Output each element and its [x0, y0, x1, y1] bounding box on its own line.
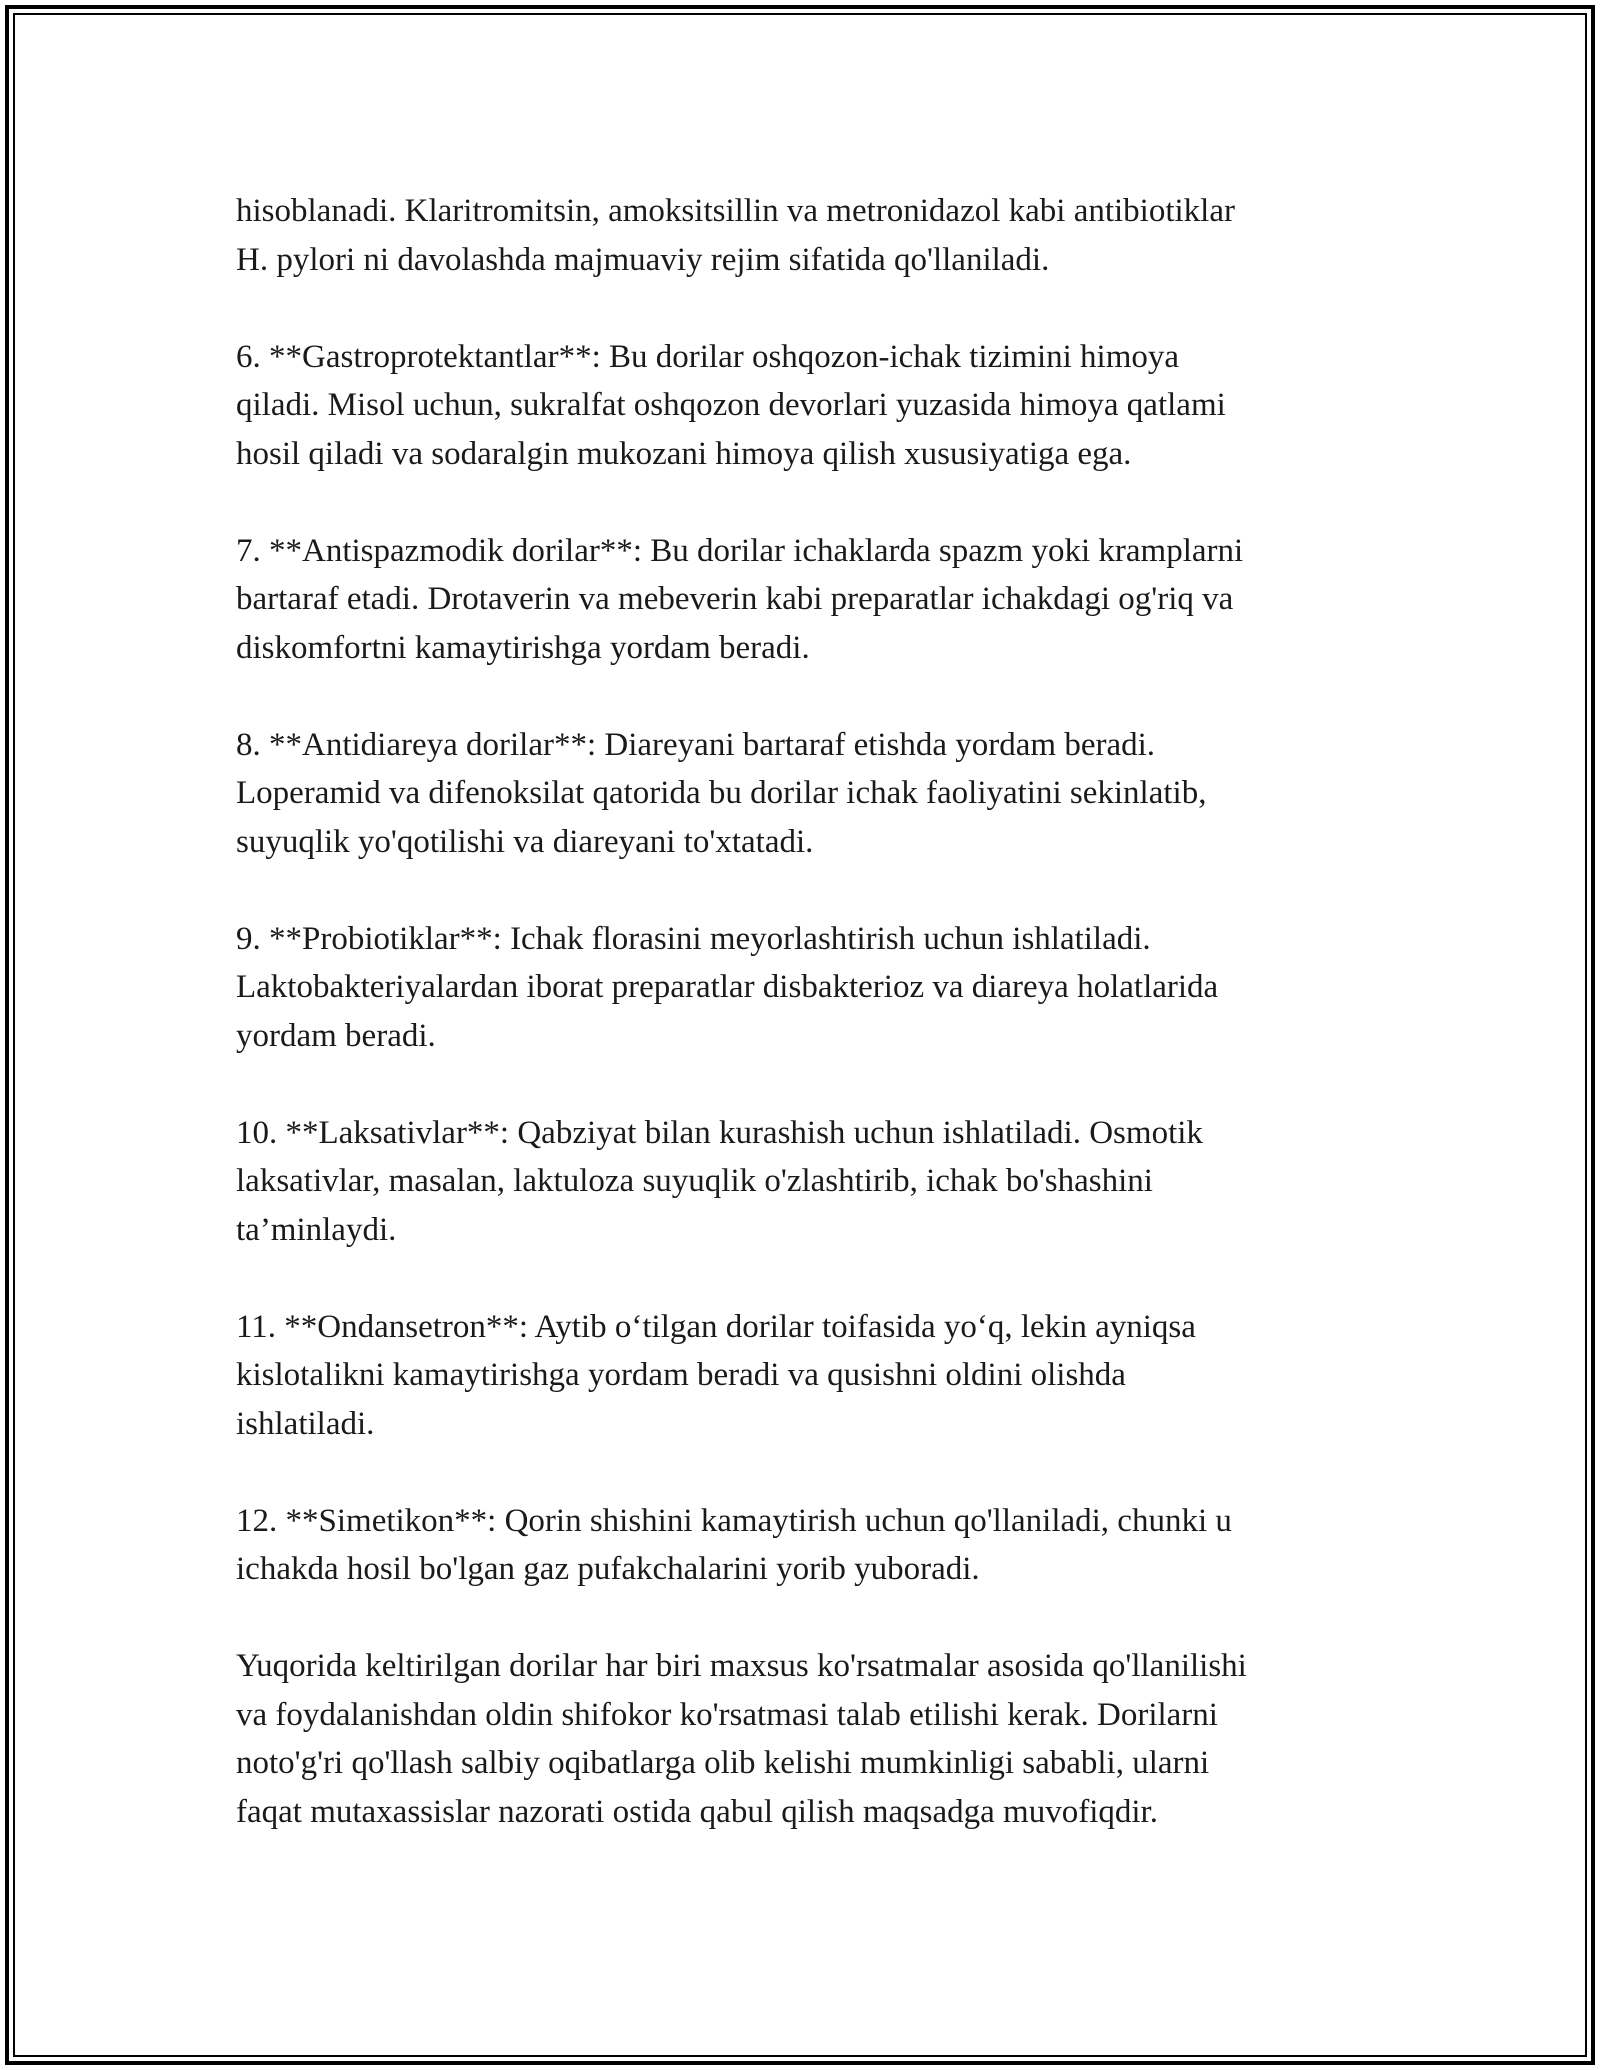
paragraph-antidiareya: 8. **Antidiareya dorilar**: Diareyani bartaraf etishda yordam beradi. Loperamid va difenoksilat qatorida bu dorilar ichak faoliyatini sekinlatib, suyuqlik yo'qotilishi va diareyani to'xtatadi.: [236, 726, 1207, 860]
paragraph-gastroprotektantlar: 6. **Gastroprotektantlar**: Bu dorilar oshqozon-ichak tizimini himoya qiladi. Misol uchun, sukralfat oshqozon devorlari yuzasida himoya qatlami hosil qiladi va sodaralgin mukozani himoya qilish xususiyatiga ega.: [236, 338, 1226, 472]
paragraph-ondansetron: 11. **Ondansetron**: Aytib o‘tilgan dorilar toifasida yo‘q, lekin ayniqsa kislotalikni kamaytirishga yordam beradi va qusishni oldini olishda ishlatiladi.: [236, 1308, 1196, 1442]
paragraph-probiotiklar: 9. **Probiotiklar**: Ichak florasini meyorlashtirish uchun ishlatiladi. Laktobakteriyalardan iborat preparatlar disbakterioz va diareya holatlarida yordam beradi.: [236, 920, 1219, 1054]
paragraph-simetikon: 12. **Simetikon**: Qorin shishini kamaytirish uchun qo'llaniladi, chunki u ichakda hosil bo'lgan gaz pufakchalarini yorib yuboradi.: [236, 1502, 1232, 1587]
document-body: [236, 187, 1416, 1836]
paragraph-laksativlar: 10. **Laksativlar**: Qabziyat bilan kurashish uchun ishlatiladi. Osmotik laksativlar, masalan, laktuloza suyuqlik o'zlashtirib, ichak bo'shashini ta’minlaydi.: [236, 1114, 1203, 1248]
paragraph-antibiotics-continued: hisoblanadi. Klaritromitsin, amoksitsillin va metronidazol kabi antibiotiklar H. pylori ni davolashda majmuaviy rejim sifatida qo'llaniladi.: [236, 193, 1235, 278]
paragraph-conclusion: Yuqorida keltirilgan dorilar har biri maxsus ko'rsatmalar asosida qo'llanilishi va foydalanishdan oldin shifokor ko'rsatmasi talab etilishi kerak. Dorilarni noto'g'ri qo'llash salbiy oqibatlarga olib kelishi mumkinligi sababli, ularni faqat mutaxassislar nazorati ostida qabul qilish maqsadga muvofiqdir.: [236, 1648, 1247, 1830]
paragraph-antispazmodik: 7. **Antispazmodik dorilar**: Bu dorilar ichaklarda spazm yoki kramplarni bartaraf etadi. Drotaverin va mebeverin kabi preparatlar ichakdagi og'riq va diskomfortni kamaytirishga yordam beradi.: [236, 532, 1244, 666]
